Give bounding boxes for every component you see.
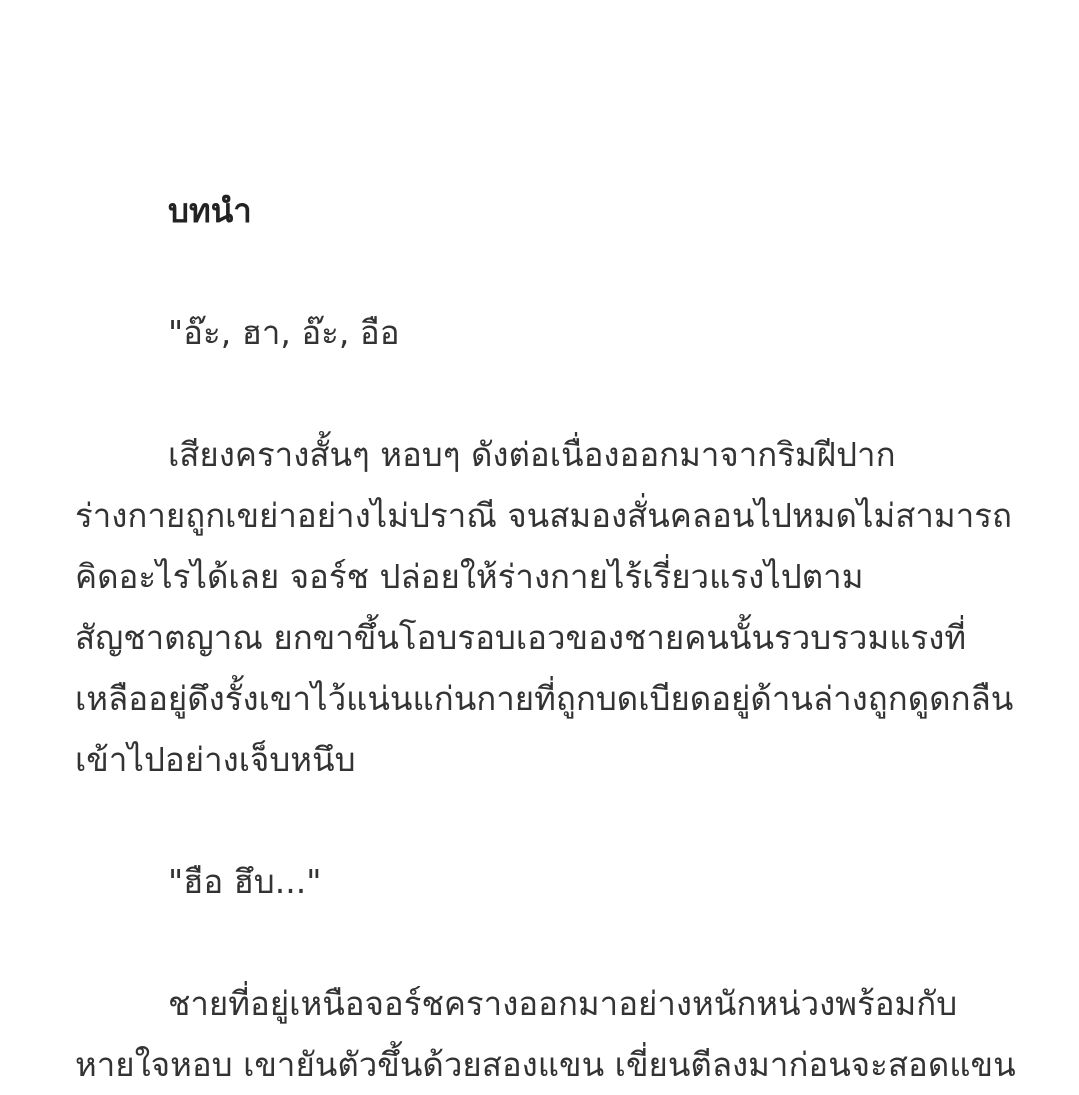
- text-line: เข้าไปอย่างเจ็บหนึบ: [75, 740, 356, 779]
- document-page: [75, 180, 1015, 1095]
- chapter-title: บทนำ: [168, 191, 252, 230]
- paragraph-4: [75, 973, 1015, 1095]
- text-line: ชายที่อยู่เหนือจอร์ชครางออกมาอย่างหนักหน่วงพร้อมกับ: [168, 984, 958, 1023]
- text-line: "ฮือ ฮึบ...": [168, 862, 322, 901]
- text-line: สัญชาตญาณ ยกขาขึ้นโอบรอบเอวของชายคนนั้นรวบรวมแรงที่: [75, 618, 967, 657]
- text-line: คิดอะไรได้เลย จอร์ช ปล่อยให้ร่างกายไร้เรี่ยวแรงไปตาม: [75, 557, 864, 596]
- paragraph-3: [75, 851, 1015, 912]
- paragraph-2: [75, 424, 1015, 790]
- text-line: เสียงครางสั้นๆ หอบๆ ดังต่อเนื่องออกมาจากริมฝีปาก: [168, 435, 896, 474]
- paragraph-1: [75, 302, 1015, 363]
- text-line: หายใจหอบ เขายันตัวขึ้นด้วยสองแขน เขี่ยนตีลงมาก่อนจะสอดแขน: [75, 1045, 1016, 1084]
- text-line: ร่างกายถูกเขย่าอย่างไม่ปราณี จนสมองสั่นคลอนไปหมดไม่สามารถ: [75, 496, 1012, 535]
- text-line: "อ๊ะ, ฮา, อ๊ะ, อือ: [168, 313, 400, 352]
- text-line: เหลืออยู่ดึงรั้งเขาไว้แน่นแก่นกายที่ถูกบดเบียดอยู่ด้านล่างถูกดูดกลืน: [75, 679, 1014, 718]
